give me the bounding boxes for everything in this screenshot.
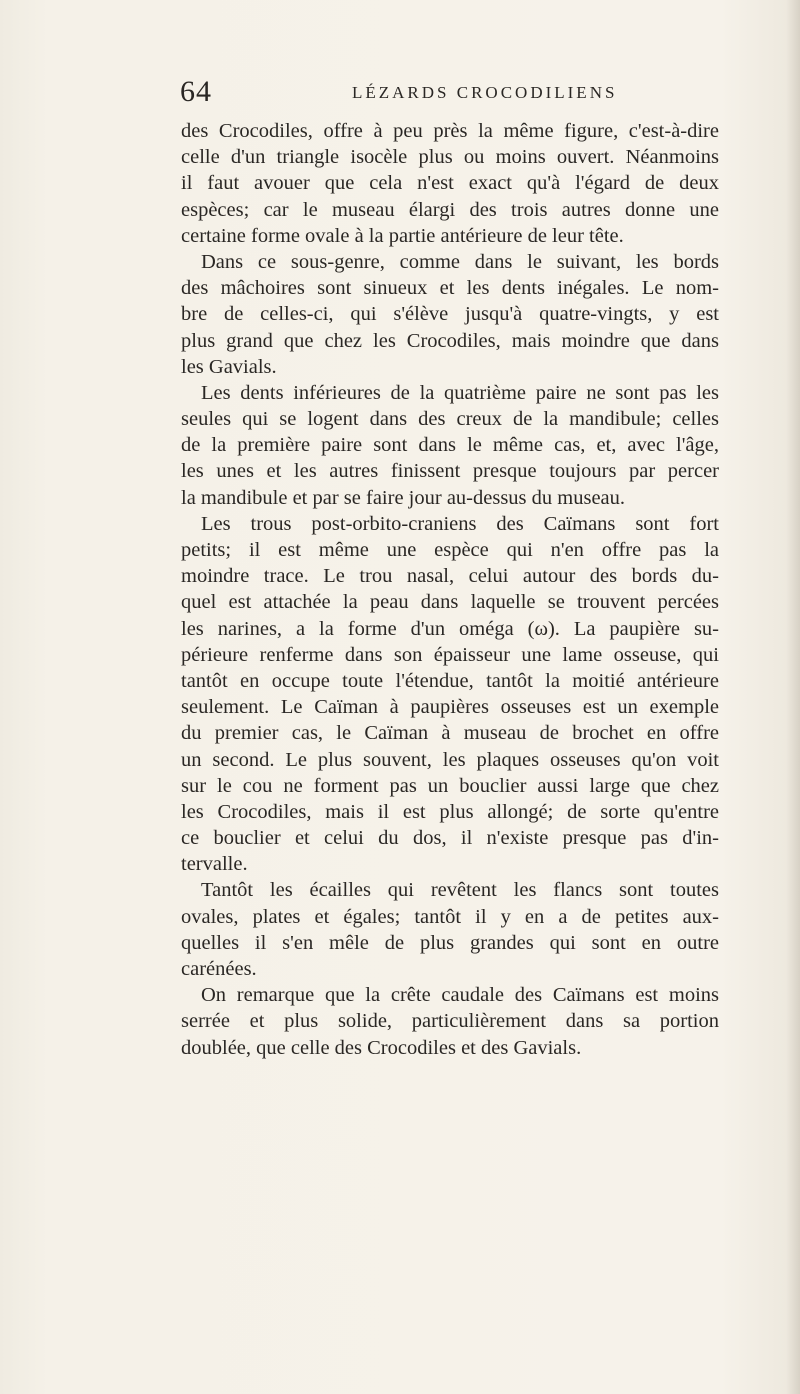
text-line: ce bouclier et celui du dos, il n'existe presque pas d'in-	[181, 827, 719, 850]
running-head: LÉZARDS CROCODILIENS	[352, 83, 618, 102]
text-line: seules qui se logent dans des creux de la mandibule; celles	[181, 408, 719, 431]
text-line: espèces; car le museau élargi des trois autres donne une	[181, 198, 719, 221]
text-line: des Crocodiles, offre à peu près la même figure, c'est-à-dire	[181, 120, 719, 142]
text-line: moindre trace. Le trou nasal, celui autour des bords du-	[181, 565, 719, 588]
text-line: ovales, plates et égales; tantôt il y en a de petites aux-	[181, 905, 719, 928]
text-line: Les dents inférieures de la quatrième paire ne sont pas les	[201, 381, 719, 404]
body-text	[181, 118, 719, 1061]
text-line: sur le cou ne forment pas un bouclier aussi large que chez	[181, 774, 719, 797]
text-line: plus grand que chez les Crocodiles, mais moindre que dans	[181, 329, 719, 352]
text-line: serrée et plus solide, particulièrement dans sa portion	[181, 1010, 719, 1033]
text-line: Dans ce sous-genre, comme dans le suivant, les bords	[201, 250, 719, 273]
text-line: quel est attachée la peau dans laquelle se trouvent percées	[181, 591, 719, 614]
text-line: celle d'un triangle isocèle plus ou moins ouvert. Néanmoins	[181, 146, 719, 169]
text-line: petits; il est même une espèce qui n'en offre pas la	[181, 539, 719, 561]
text-line: un second. Le plus souvent, les plaques osseuses qu'on voit	[181, 748, 719, 771]
text-line: des mâchoires sont sinueux et les dents inégales. Le nom-	[181, 277, 719, 300]
page-edge-shadow	[786, 0, 800, 1394]
text-line: carénées.	[181, 958, 257, 980]
text-line: les Gavials.	[181, 355, 277, 378]
text-line: les narines, a la forme d'un oméga (ω). La paupière su-	[181, 617, 719, 640]
text-line: doublée, que celle des Crocodiles et des Gavials.	[181, 1036, 582, 1059]
text-line: la mandibule et par se faire jour au-dessus du museau.	[181, 486, 626, 509]
text-line: On remarque que la crête caudale des Caïmans est moins	[201, 984, 719, 1007]
text-line: de la première paire sont dans le même cas, et, avec l'âge,	[181, 434, 719, 457]
page-header	[180, 74, 700, 110]
text-line: tervalle.	[181, 853, 248, 876]
text-line: il faut avouer que cela n'est exact qu'à l'égard de deux	[181, 172, 719, 195]
text-line: les unes et les autres finissent presque toujours par percer	[181, 460, 719, 483]
text-line: quelles il s'en mêle de plus grandes qui sont en outre	[181, 931, 719, 954]
text-line: certaine forme ovale à la partie antérieure de leur tête.	[181, 224, 624, 247]
text-line: seulement. Le Caïman à paupières osseuses est un exemple	[181, 696, 719, 719]
text-line: Les trous post-orbito-craniens des Caïmans sont fort	[201, 512, 719, 535]
text-line: tantôt en occupe toute l'étendue, tantôt la moitié antérieure	[181, 669, 719, 692]
text-line: Tantôt les écailles qui revêtent les flancs sont toutes	[201, 879, 719, 902]
text-line: périeure renferme dans son épaisseur une lame osseuse, qui	[181, 643, 719, 666]
text-line: bre de celles-ci, qui s'élève jusqu'à quatre-vingts, y est	[181, 303, 719, 326]
page-number: 64	[180, 75, 212, 108]
text-line: les Crocodiles, mais il est plus allongé; de sorte qu'entre	[181, 800, 719, 823]
text-line: du premier cas, le Caïman à museau de brochet en offre	[181, 722, 719, 745]
